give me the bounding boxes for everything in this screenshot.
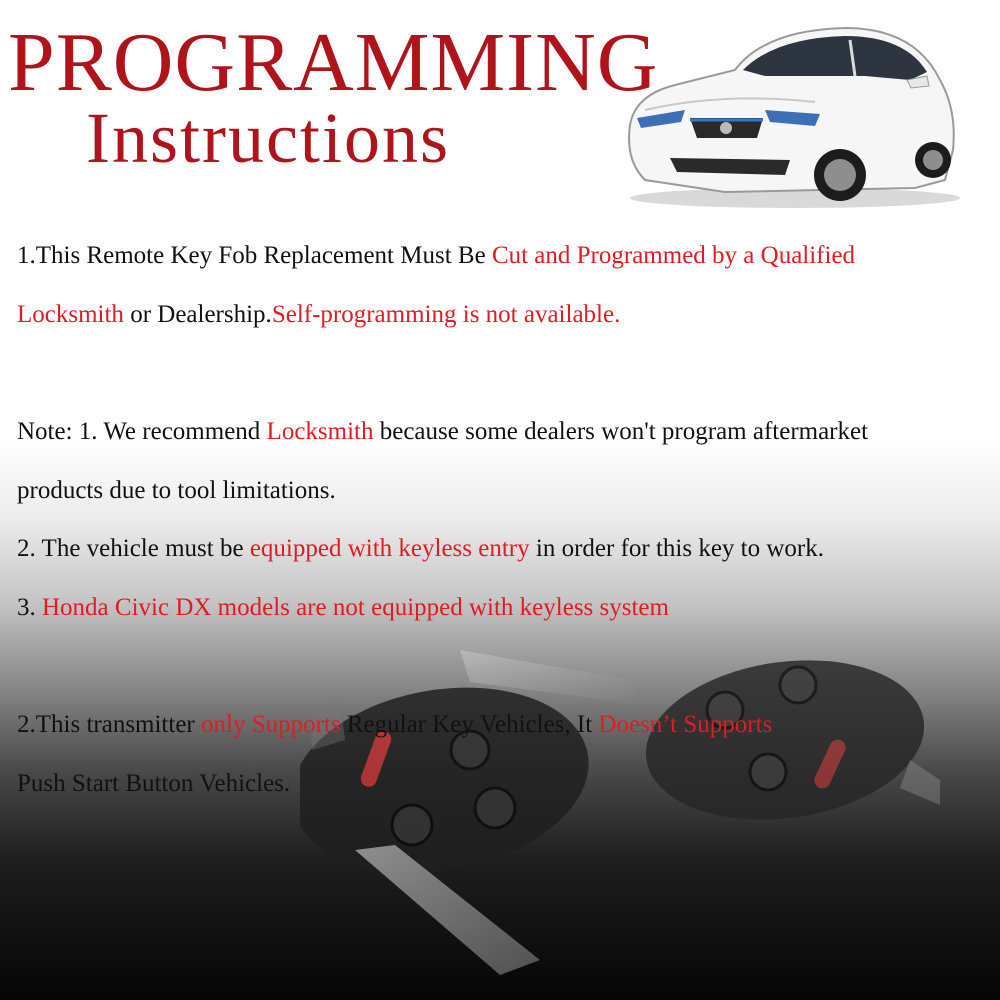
text: 3. bbox=[17, 594, 42, 621]
highlight-text: Honda Civic DX models are not equipped with keyless system bbox=[42, 594, 669, 621]
highlight-text: Self-programming is not available. bbox=[271, 301, 621, 328]
title-programming: PROGRAMMING bbox=[8, 16, 659, 109]
text: because some dealers won't program aftermarket bbox=[373, 418, 869, 445]
white-sedan-image bbox=[615, 10, 960, 210]
paragraph-2-line-1 bbox=[17, 709, 772, 741]
remote-key-fob-image bbox=[300, 630, 940, 990]
text: 1.This Remote Key Fob Replacement Must Be bbox=[17, 242, 492, 269]
title-instructions: Instructions bbox=[86, 98, 450, 178]
highlight-text: Locksmith bbox=[266, 418, 374, 445]
text: Regular Key Vehicles, It bbox=[340, 711, 599, 738]
text: or Dealership. bbox=[123, 301, 272, 328]
highlight-text: only Supports bbox=[201, 711, 341, 738]
text: 2. The vehicle must be bbox=[17, 535, 250, 562]
paragraph-1-line-1 bbox=[17, 240, 855, 272]
note-line-4 bbox=[17, 592, 669, 624]
highlight-text: Locksmith bbox=[17, 301, 124, 328]
note-line-2 bbox=[17, 475, 336, 507]
text: products due to tool limitations. bbox=[17, 477, 336, 504]
highlight-text: Cut and Programmed by a Qualified bbox=[491, 242, 856, 269]
text: 2.This transmitter bbox=[17, 711, 201, 738]
paragraph-1-line-2 bbox=[17, 299, 620, 331]
highlight-text: equipped with keyless entry bbox=[249, 535, 530, 562]
note-line-3 bbox=[17, 533, 824, 565]
text: Push Start Button Vehicles. bbox=[17, 770, 291, 797]
paragraph-2-line-2 bbox=[17, 768, 290, 800]
highlight-text: Doesn’t Supports bbox=[598, 711, 773, 738]
note-line-1 bbox=[17, 416, 868, 448]
text: Note: 1. We recommend bbox=[17, 418, 267, 445]
text: in order for this key to work. bbox=[529, 535, 825, 562]
